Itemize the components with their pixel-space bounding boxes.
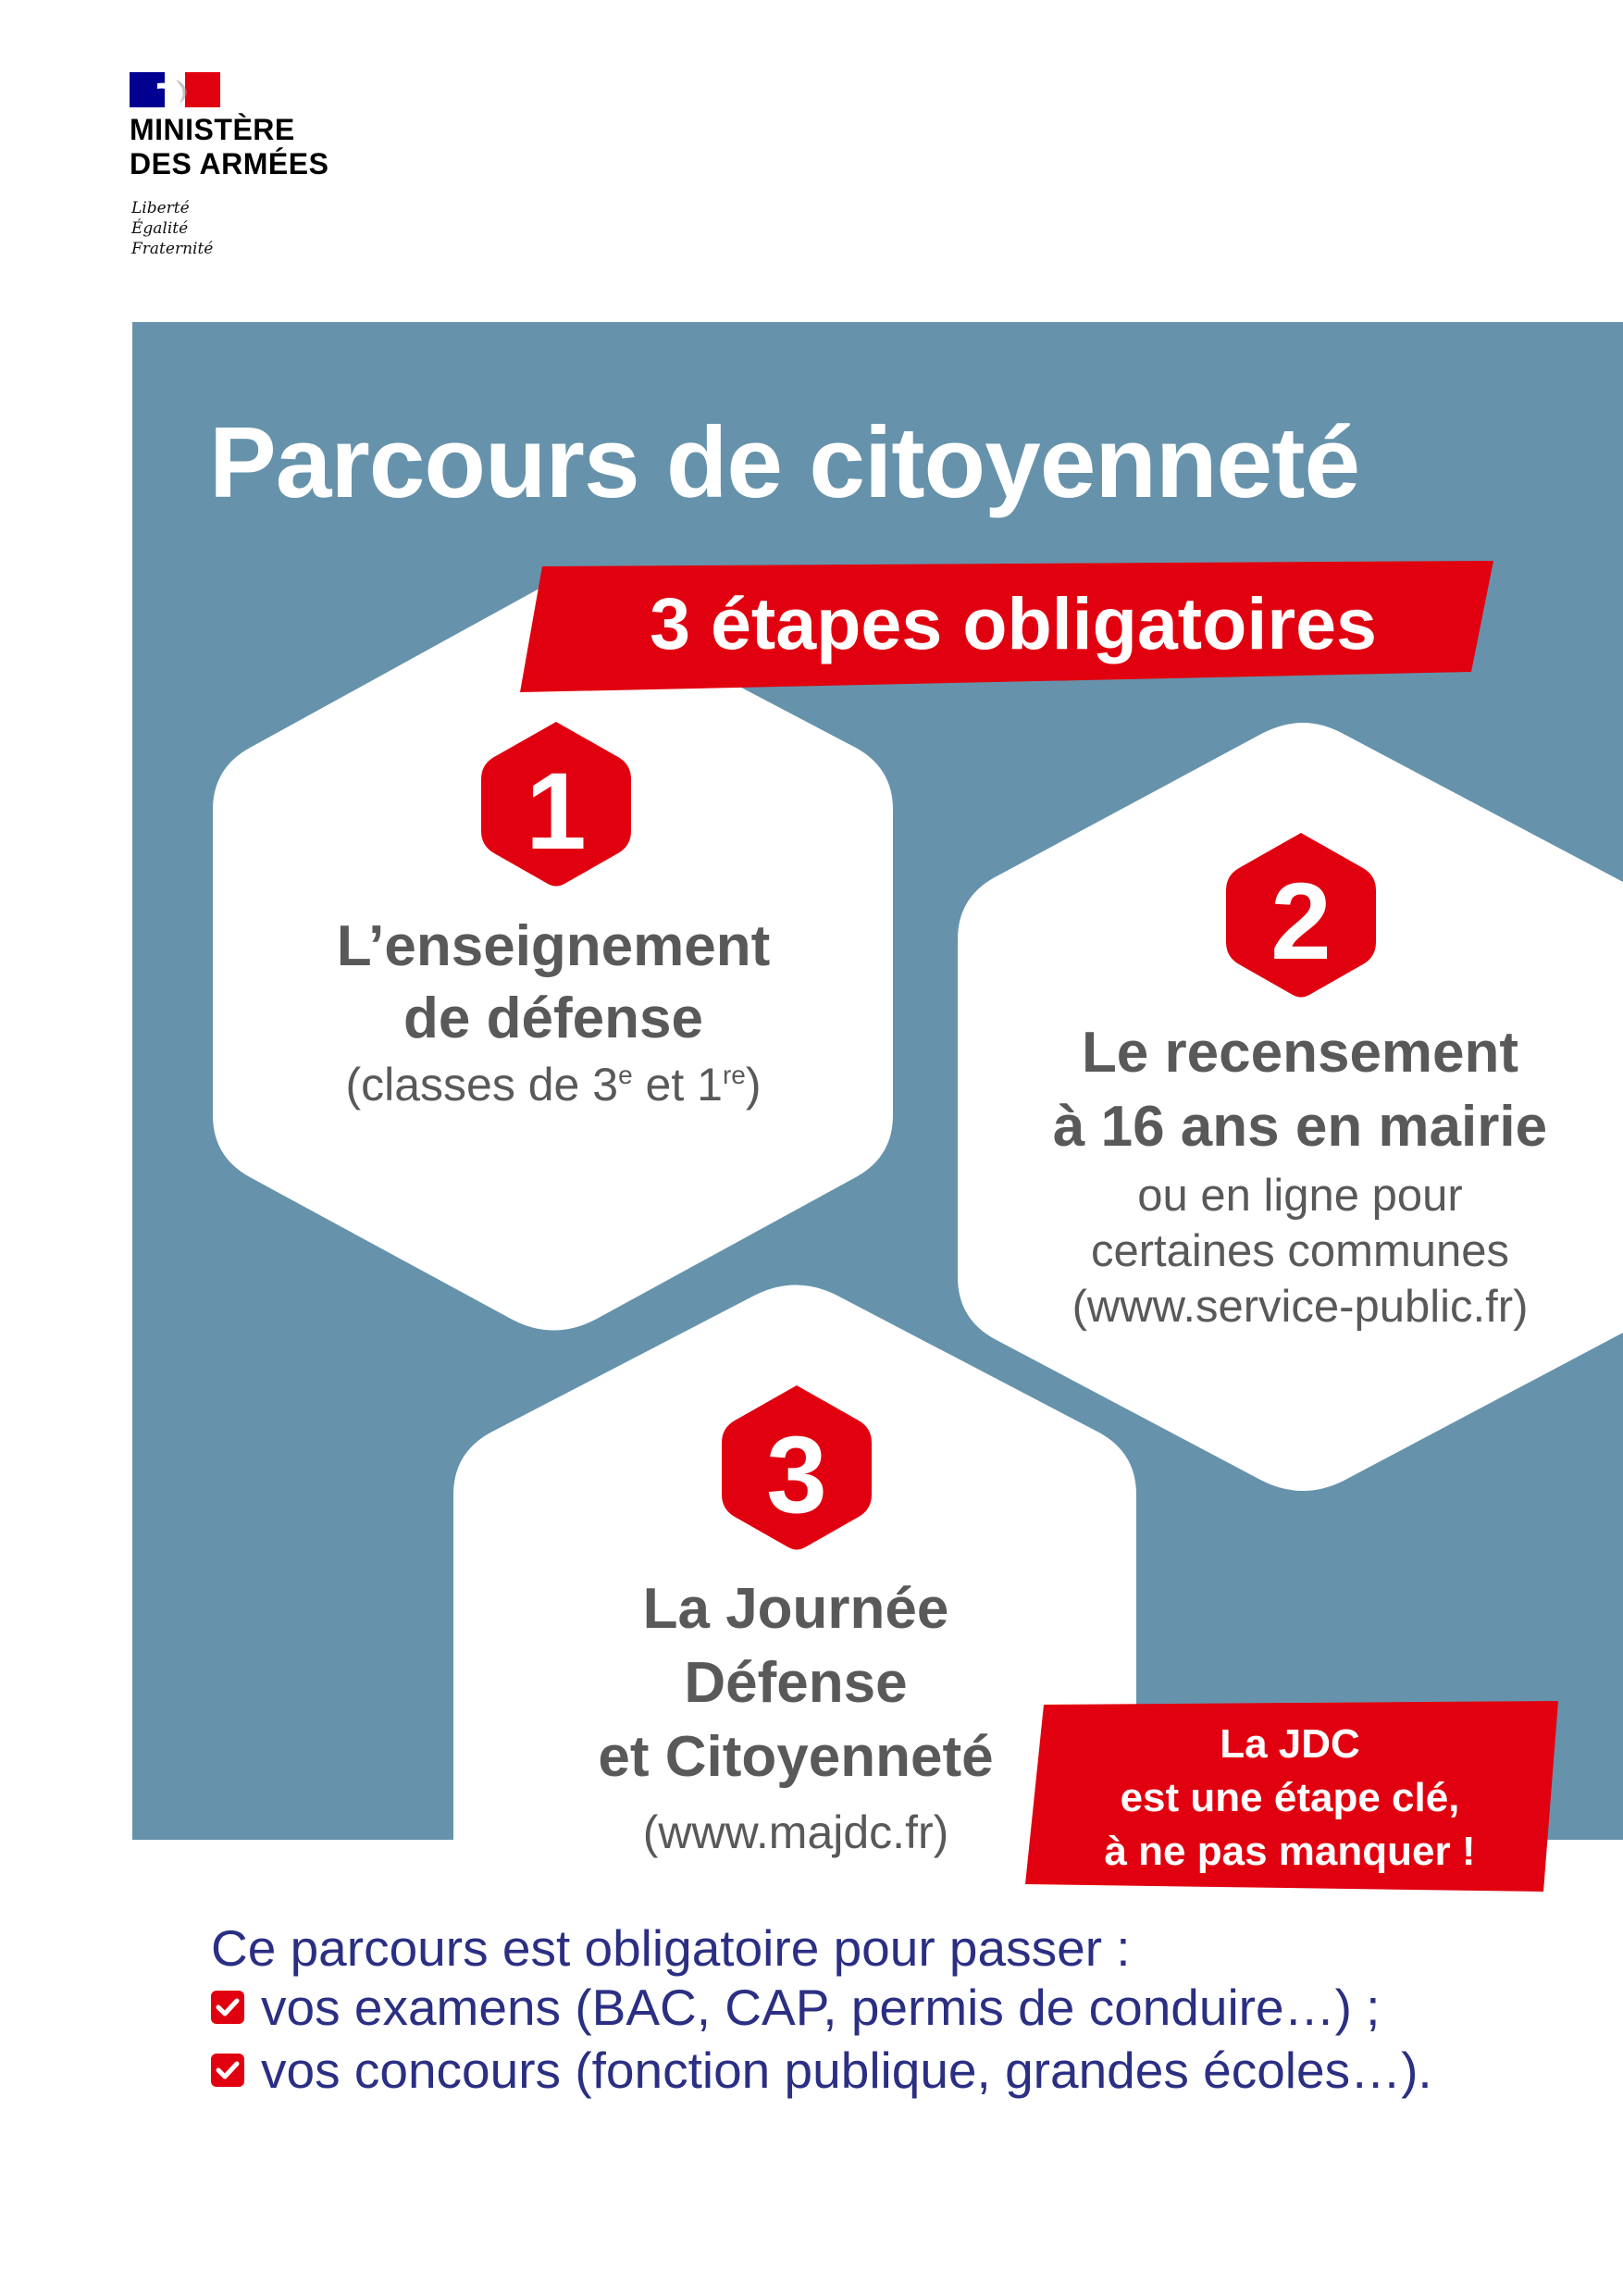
ministry-line2: DES ARMÉES (130, 147, 329, 180)
step-2-sub-link: (www.service-public.fr) (1072, 1282, 1529, 1332)
jdc-callout-line2: est une étape clé, (1120, 1775, 1460, 1820)
step-3-title-line3: et Citoyenneté (598, 1725, 994, 1789)
step-3-sub-link: (www.majdc.fr) (642, 1806, 949, 1858)
ministry-line1: MINISTÈRE (130, 113, 295, 146)
requirement-item (211, 2040, 1432, 2101)
step-1-sub-suffix: ) (745, 1059, 762, 1111)
step-3-number: 3 (766, 1414, 827, 1536)
requirement-competitions: vos concours (fonction publique, grandes écoles…). (261, 2042, 1432, 2099)
subtitle: 3 étapes obligatoires (650, 582, 1377, 664)
step-1-title-line2: de défense (403, 987, 703, 1050)
requirement-item (211, 1977, 1380, 2038)
step-1-sub-middle: et 1 (632, 1059, 723, 1111)
step-2-sub-line1: ou en ligne pour (1137, 1171, 1463, 1221)
step-2-title-line2: à 16 ans en mairie (1052, 1095, 1548, 1159)
step-2-title-line1: Le recensement (1081, 1021, 1519, 1085)
step-1-sub-prefix: (classes de 3 (345, 1059, 619, 1111)
check-icon (211, 1991, 244, 2024)
motto-fraternite: Fraternité (131, 240, 214, 258)
check-icon (211, 2054, 244, 2087)
step-3-title-line1: La Journée (642, 1577, 949, 1641)
step-1-number: 1 (526, 751, 587, 873)
step-1-sup-re: re (722, 1061, 746, 1089)
step-1-title-line1: L’enseignement (336, 914, 771, 978)
step-2-sub-line2: certaines communes (1090, 1226, 1510, 1276)
page-title: Parcours de citoyenneté (209, 406, 1360, 519)
step-3-title-line2: Défense (684, 1651, 908, 1715)
motto-egalite: Égalité (131, 219, 189, 238)
step-2-number: 2 (1270, 861, 1332, 983)
jdc-callout-line1: La JDC (1220, 1721, 1360, 1767)
motto-liberte: Liberté (131, 199, 190, 217)
step-1-subtitle (257, 1055, 849, 1114)
requirement-exams: vos examens (BAC, CAP, permis de conduire…) ; (261, 1979, 1381, 2036)
jdc-callout-line3: à ne pas manquer ! (1104, 1829, 1476, 1874)
step-1-sup-e: e (618, 1061, 633, 1089)
bottom-intro: Ce parcours est obligatoire pour passer : (211, 1919, 1131, 1977)
